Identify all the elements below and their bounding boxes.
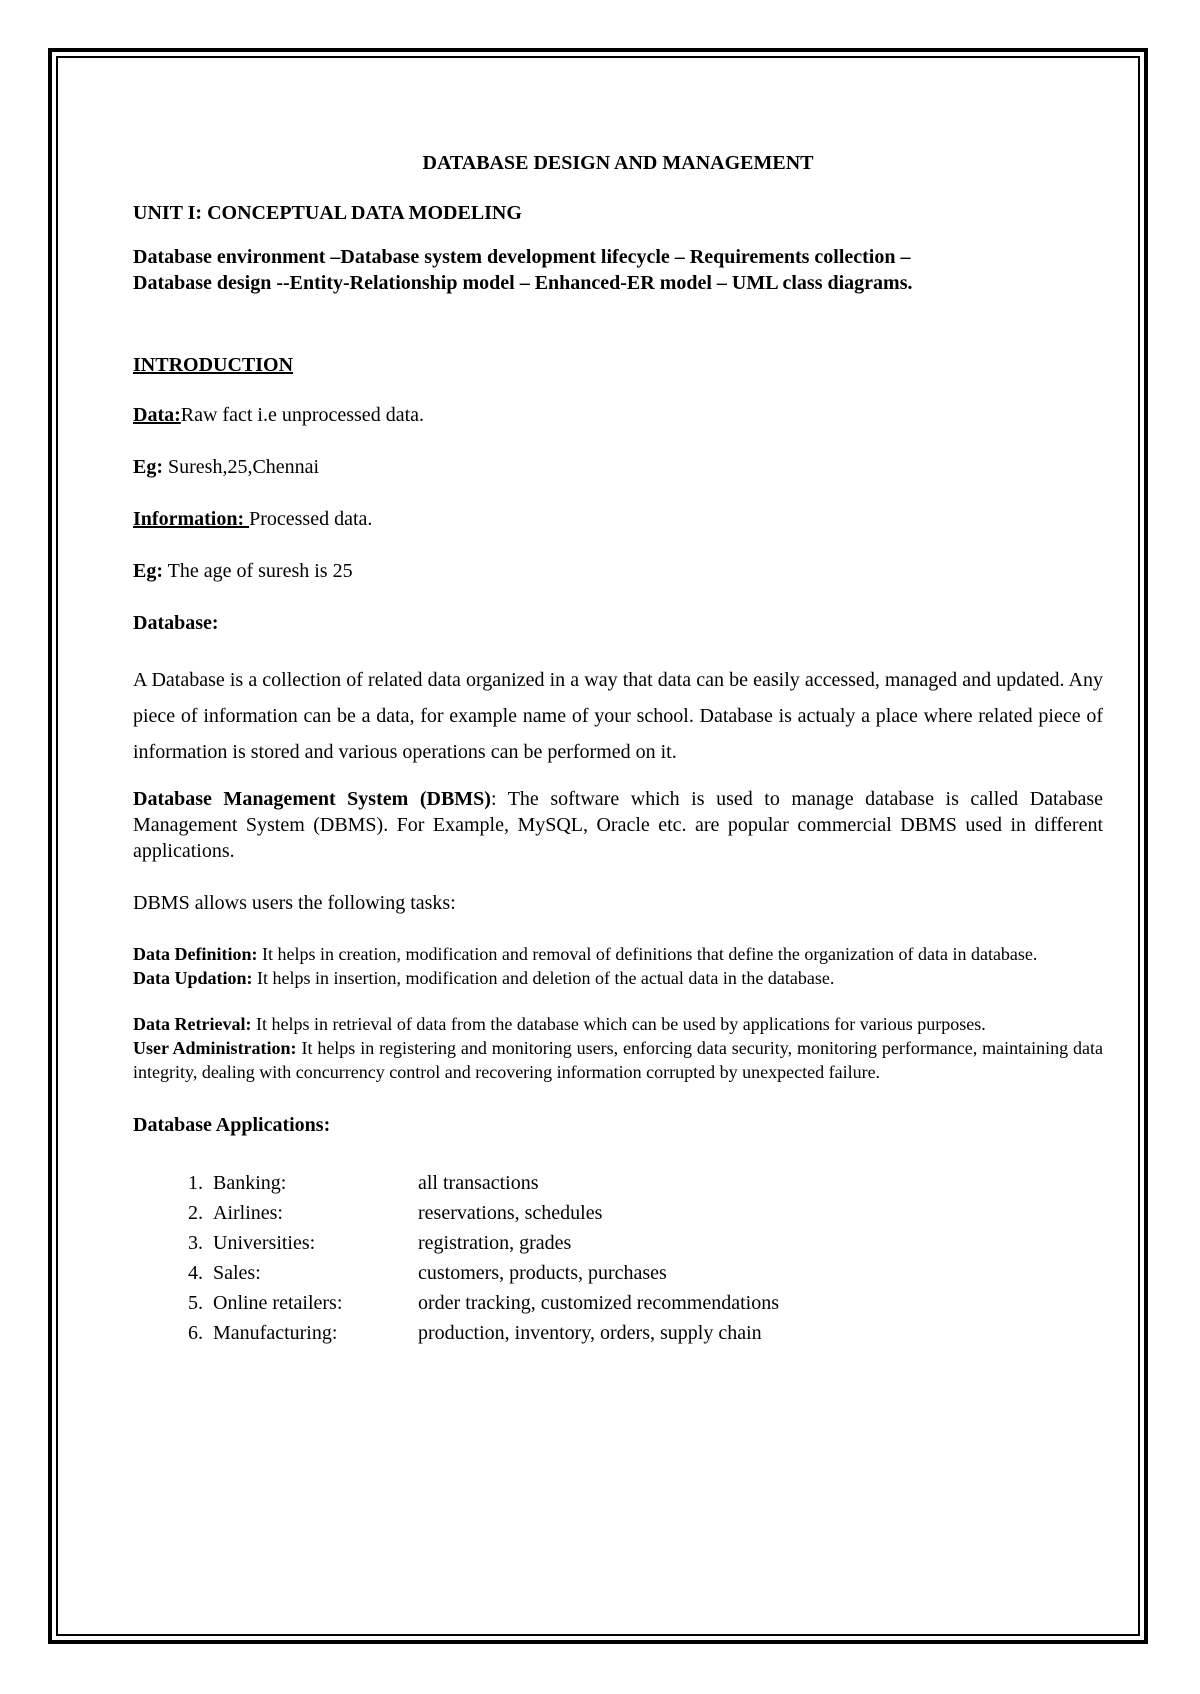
- data-example-text: Suresh,25,Chennai: [163, 456, 320, 478]
- list-item: [133, 1288, 1103, 1318]
- dbms-definition: [133, 786, 1103, 864]
- list-number: 1.: [188, 1172, 203, 1194]
- database-definition: A Database is a collection of related data organized in a way that data can be easily accessed, managed and updated. Any piece of information can be a data, for example name of your school. Database is actualy a place where related piece of information is stored and various operations can be performed on it.: [133, 669, 1103, 763]
- task-term: User Administration:: [133, 1038, 297, 1058]
- application-name: Online retailers:: [213, 1292, 343, 1314]
- database-heading: Database:: [133, 612, 219, 634]
- task-text: It helps in insertion, modification and deletion of the actual data in the database.: [252, 968, 835, 988]
- list-item: [133, 1228, 1103, 1258]
- task-data-definition: [133, 942, 1103, 966]
- data-definition-text: Raw fact i.e unprocessed data.: [180, 404, 424, 426]
- application-desc: all transactions: [418, 1172, 539, 1194]
- information-example: [133, 558, 1103, 584]
- task-data-retrieval: [133, 1012, 1103, 1036]
- data-definition: [133, 402, 1103, 428]
- task-data-updation: [133, 966, 1103, 990]
- list-number: 4.: [188, 1262, 203, 1284]
- dbms-term: Database Management System (DBMS): [133, 788, 491, 810]
- example-label: Eg:: [133, 456, 163, 478]
- list-number: 3.: [188, 1232, 203, 1254]
- list-item: [133, 1318, 1103, 1348]
- document-body: [133, 150, 1103, 1348]
- application-name: Banking:: [213, 1172, 287, 1194]
- list-item: [133, 1258, 1103, 1288]
- application-desc: production, inventory, orders, supply chain: [418, 1322, 762, 1344]
- dbms-definition-text: : The software which is used to manage database is called Database Management System (DBMS). For Example, MySQL, Oracle etc. are popular commercial DBMS used in different applications.: [133, 788, 1103, 862]
- task-term: Data Updation:: [133, 968, 253, 988]
- example-label: Eg:: [133, 560, 163, 582]
- application-desc: customers, products, purchases: [418, 1262, 667, 1284]
- task-text: It helps in registering and monitoring users, enforcing data security, monitoring performance, maintaining data integrity, dealing with concurrency control and recovering information corrupted by unexpected failure.: [133, 1038, 1104, 1082]
- syllabus-line: Database environment –Database system development lifecycle – Requirements collection –: [133, 246, 911, 268]
- application-name: Manufacturing:: [213, 1322, 338, 1344]
- data-example: [133, 454, 1103, 480]
- task-text: It helps in retrieval of data from the database which can be used by applications for various purposes.: [251, 1014, 986, 1034]
- task-user-administration: [133, 1036, 1103, 1084]
- dbms-tasks-intro: DBMS allows users the following tasks:: [133, 892, 456, 914]
- information-definition-text: Processed data.: [249, 508, 373, 530]
- introduction-heading: INTRODUCTION: [133, 354, 294, 376]
- information-definition: [133, 506, 1103, 532]
- application-desc: reservations, schedules: [418, 1202, 603, 1224]
- applications-list: [133, 1168, 1103, 1348]
- data-term: Data:: [133, 404, 181, 426]
- document-title: DATABASE DESIGN AND MANAGEMENT: [422, 152, 814, 174]
- list-item: [133, 1168, 1103, 1198]
- task-term: Data Retrieval:: [133, 1014, 252, 1034]
- information-example-text: The age of suresh is 25: [163, 560, 353, 582]
- task-term: Data Definition:: [133, 944, 258, 964]
- list-item: [133, 1198, 1103, 1228]
- application-desc: registration, grades: [418, 1232, 572, 1254]
- application-name: Airlines:: [213, 1202, 283, 1224]
- syllabus-topics: [133, 244, 1103, 296]
- application-desc: order tracking, customized recommendations: [418, 1292, 779, 1314]
- unit-title: UNIT I: CONCEPTUAL DATA MODELING: [133, 202, 522, 224]
- task-text: It helps in creation, modification and removal of definitions that define the organization of data in database.: [257, 944, 1038, 964]
- list-number: 6.: [188, 1322, 203, 1344]
- application-name: Sales:: [213, 1262, 261, 1284]
- application-name: Universities:: [213, 1232, 316, 1254]
- list-number: 5.: [188, 1292, 203, 1314]
- list-number: 2.: [188, 1202, 203, 1224]
- information-term: Information:: [133, 508, 250, 530]
- syllabus-line: Database design --Entity-Relationship model – Enhanced-ER model – UML class diagrams.: [133, 272, 913, 294]
- applications-heading: Database Applications:: [133, 1114, 331, 1136]
